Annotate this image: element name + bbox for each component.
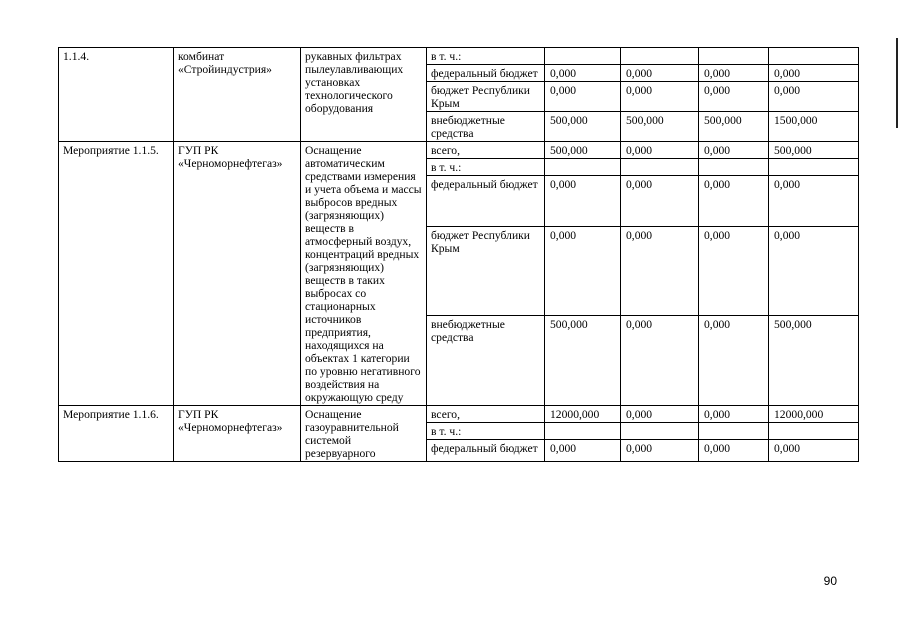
value-cell: 500,000	[769, 316, 859, 406]
description-cell: рукавных фильтрах пылеулавливающих установках технологического оборудования	[301, 48, 427, 142]
scan-margin-mark	[896, 38, 898, 128]
value-cell: 500,000	[545, 142, 621, 159]
value-cell: 0,000	[621, 226, 699, 316]
document-table-container	[58, 47, 858, 462]
funding-source-cell: в т. ч.:	[427, 159, 545, 176]
table-row	[59, 142, 859, 159]
value-cell	[621, 159, 699, 176]
page-number: 90	[823, 574, 837, 588]
value-cell	[769, 159, 859, 176]
funding-source-cell: в т. ч.:	[427, 423, 545, 440]
value-cell: 0,000	[699, 226, 769, 316]
value-cell: 0,000	[699, 142, 769, 159]
value-cell: 0,000	[699, 406, 769, 423]
table-row	[59, 48, 859, 65]
value-cell	[769, 48, 859, 65]
value-cell	[699, 159, 769, 176]
value-cell: 0,000	[699, 82, 769, 112]
item-number-cell: Мероприятие 1.1.5.	[59, 142, 174, 406]
value-cell: 0,000	[769, 176, 859, 227]
funding-source-cell: бюджет Республики Крым	[427, 226, 545, 316]
value-cell: 0,000	[699, 65, 769, 82]
value-cell: 0,000	[545, 176, 621, 227]
value-cell: 500,000	[621, 112, 699, 142]
value-cell: 0,000	[545, 226, 621, 316]
description-cell: Оснащение автоматическим средствами измерения и учета объема и массы выбросов вредных (загрязняющих) веществ в атмосферный воздух, концентраций вредных (загрязняющих) веществ в таких выбросах со стационарных источников предприятия, находящихся на объектах 1 категории по уровню негативного воздействия на окружающую среду	[301, 142, 427, 406]
value-cell: 500,000	[545, 112, 621, 142]
value-cell	[699, 48, 769, 65]
executor-cell: ГУП РК «Черноморнефтегаз»	[174, 142, 301, 406]
value-cell: 12000,000	[545, 406, 621, 423]
funding-source-cell: в т. ч.:	[427, 48, 545, 65]
value-cell	[621, 48, 699, 65]
value-cell: 500,000	[545, 316, 621, 406]
executor-cell: ГУП РК «Черноморнефтегаз»	[174, 406, 301, 462]
value-cell: 0,000	[621, 316, 699, 406]
value-cell: 500,000	[699, 112, 769, 142]
funding-source-cell: федеральный бюджет	[427, 65, 545, 82]
value-cell: 0,000	[545, 82, 621, 112]
value-cell	[545, 159, 621, 176]
value-cell: 0,000	[699, 176, 769, 227]
item-number-cell: 1.1.4.	[59, 48, 174, 142]
value-cell: 0,000	[699, 316, 769, 406]
funding-source-cell: внебюджетные средства	[427, 316, 545, 406]
value-cell	[545, 48, 621, 65]
value-cell: 0,000	[621, 176, 699, 227]
value-cell: 0,000	[769, 65, 859, 82]
value-cell: 0,000	[545, 65, 621, 82]
funding-source-cell: всего,	[427, 142, 545, 159]
value-cell: 0,000	[621, 142, 699, 159]
description-cell: Оснащение газоуравнительной системой резервуарного	[301, 406, 427, 462]
value-cell	[699, 423, 769, 440]
funding-source-cell: внебюджетные средства	[427, 112, 545, 142]
funding-source-cell: федеральный бюджет	[427, 176, 545, 227]
item-number-cell: Мероприятие 1.1.6.	[59, 406, 174, 462]
value-cell: 0,000	[769, 82, 859, 112]
executor-cell: комбинат «Стройиндустрия»	[174, 48, 301, 142]
value-cell: 0,000	[769, 226, 859, 316]
value-cell: 0,000	[621, 65, 699, 82]
funding-source-cell: всего,	[427, 406, 545, 423]
value-cell	[621, 423, 699, 440]
value-cell: 0,000	[699, 440, 769, 462]
value-cell	[769, 423, 859, 440]
table-row	[59, 406, 859, 423]
funding-source-cell: бюджет Республики Крым	[427, 82, 545, 112]
value-cell: 0,000	[621, 82, 699, 112]
value-cell: 12000,000	[769, 406, 859, 423]
budget-table	[58, 47, 859, 462]
value-cell: 1500,000	[769, 112, 859, 142]
funding-source-cell: федеральный бюджет	[427, 440, 545, 462]
value-cell: 0,000	[769, 440, 859, 462]
value-cell: 0,000	[621, 440, 699, 462]
value-cell: 500,000	[769, 142, 859, 159]
value-cell: 0,000	[545, 440, 621, 462]
value-cell	[545, 423, 621, 440]
value-cell: 0,000	[621, 406, 699, 423]
